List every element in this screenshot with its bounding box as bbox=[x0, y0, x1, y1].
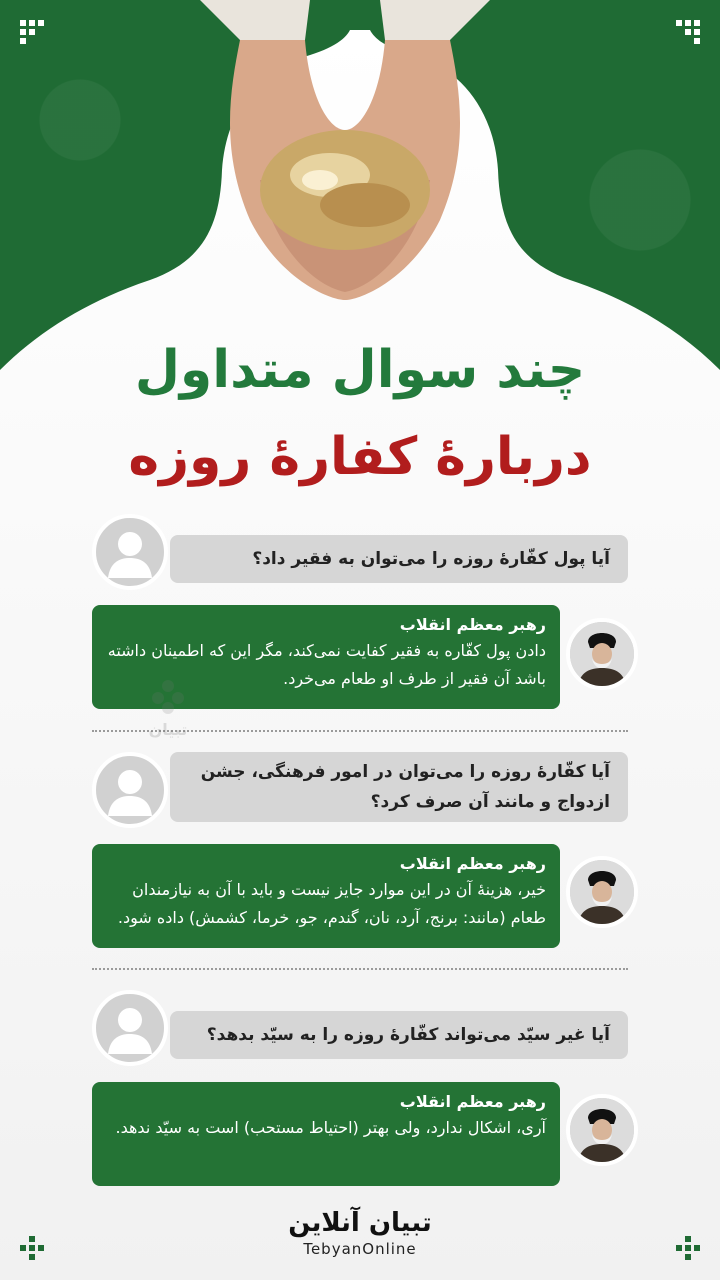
question-text: آیا غیر سیّد می‌تواند کفّارهٔ روزه را به سیّد بدهد؟ bbox=[206, 1025, 610, 1045]
leader-portrait-icon bbox=[566, 618, 638, 690]
answer-text: دادن پول کفّاره به فقیر کفایت نمی‌کند، مگر این که اطمینان داشته باشد آن فقیر از طرف او طعام می‌خرد. bbox=[107, 641, 546, 688]
answer-bubble bbox=[92, 1082, 560, 1186]
answer-text: خیر، هزینهٔ آن در این موارد جایز نیست و باید با آن به نیازمندان طعام (مانند: برنج، آرد، نان، گندم، جو، خرما، کشمش) داده شود. bbox=[117, 880, 546, 927]
tebyan-watermark bbox=[138, 676, 198, 739]
corner-ornament-top-left bbox=[20, 20, 44, 44]
hands-with-grain-image bbox=[180, 0, 510, 310]
question-text: آیا پول کفّارهٔ روزه را می‌توان به فقیر داد؟ bbox=[252, 549, 610, 569]
answer-author: رهبر معظم انقلاب bbox=[399, 854, 546, 873]
leader-portrait-icon bbox=[566, 1094, 638, 1166]
leader-portrait-icon bbox=[566, 856, 638, 928]
page-title-line2: دربارهٔ کفارهٔ روزه bbox=[128, 427, 592, 487]
answer-text: آری، اشکال ندارد، ولی بهتر (احتیاط مستحب) است به سیّد ندهد. bbox=[115, 1118, 546, 1137]
asker-avatar-icon bbox=[92, 990, 168, 1066]
section-divider bbox=[92, 968, 628, 970]
question-bubble bbox=[170, 535, 628, 583]
answer-bubble bbox=[92, 844, 560, 948]
answer-author: رهبر معظم انقلاب bbox=[399, 1092, 546, 1111]
question-bubble bbox=[170, 752, 628, 822]
asker-avatar-icon bbox=[92, 752, 168, 828]
question-bubble bbox=[170, 1011, 628, 1059]
corner-ornament-top-right bbox=[676, 20, 700, 44]
brand-name-fa: تبیان آنلاین bbox=[288, 1208, 432, 1238]
asker-avatar-icon bbox=[92, 514, 168, 590]
answer-author: رهبر معظم انقلاب bbox=[399, 615, 546, 634]
brand-name-en: TebyanOnline bbox=[303, 1240, 417, 1258]
brand-logo bbox=[0, 1208, 720, 1260]
watermark-text: تبیان bbox=[148, 720, 188, 739]
page-title-line1: چند سوال متداول bbox=[134, 340, 586, 400]
question-text: آیا کفّارهٔ روزه را می‌توان در امور فرهنگی، جشن ازدواج و مانند آن صرف کرد؟ bbox=[200, 762, 610, 812]
